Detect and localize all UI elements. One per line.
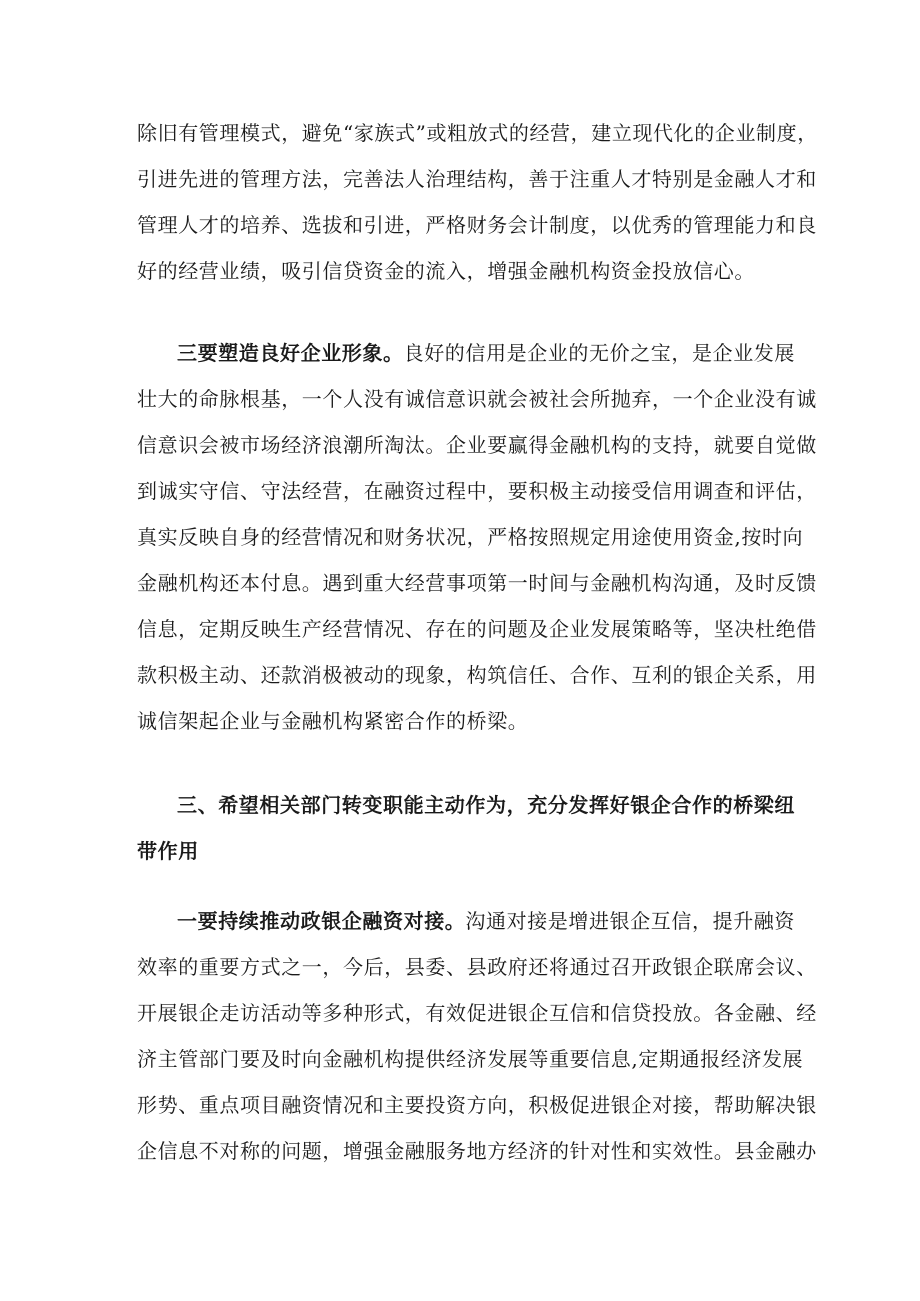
paragraph-2-first-text: 良好的信用是企业的无价之宝，是企业发展 [403, 341, 796, 365]
paragraph-1-line-3: 管理人才的培养、选拔和引进，严格财务会计制度，以优秀的管理能力和良 [137, 213, 817, 237]
paragraph-1-line-4: 好的经营业绩，吸引信贷资金的流入，增强金融机构资金投放信心。 [137, 259, 755, 283]
paragraph-2-line-5: 真实反映自身的经营情况和财务状况，严格按照规定用途使用资金,按时向 [137, 525, 804, 549]
paragraph-3-lead: 一要持续推动政银企融资对接。 [177, 909, 466, 933]
paragraph-2-line-2: 壮大的命脉根基，一个人没有诚信意识就会被社会所抛弃，一个企业没有诚 [137, 387, 817, 411]
paragraph-2-line-4: 到诚实守信、守法经营，在融资过程中，要积极主动接受信用调查和评估， [137, 479, 817, 503]
section-heading-line-1: 三、希望相关部门转变职能主动作为，充分发挥好银企合作的桥梁纽 [177, 793, 795, 817]
paragraph-1-line-2: 引进先进的管理方法，完善法人治理结构，善于注重人才特别是金融人才和 [137, 167, 817, 191]
paragraph-2-line-1 [177, 340, 795, 366]
paragraph-2-line-3: 信意识会被市场经济浪潮所淘汰。企业要赢得金融机构的支持，就要自觉做 [137, 433, 817, 457]
paragraph-1-line-1: 除旧有管理模式，避免“家族式”或粗放式的经营，建立现代化的企业制度， [137, 121, 818, 145]
paragraph-3-first-text: 沟通对接是增进银企互信，提升融资 [465, 909, 796, 933]
paragraph-2-line-7: 信息，定期反映生产经营情况、存在的问题及企业发展策略等，坚决杜绝借 [137, 617, 817, 641]
paragraph-2-lead: 三要塑造良好企业形象。 [177, 341, 404, 365]
paragraph-3-line-6: 企信息不对称的问题，增强金融服务地方经济的针对性和实效性。县金融办 [137, 1139, 817, 1163]
paragraph-2-line-9: 诚信架起企业与金融机构紧密合作的桥梁。 [137, 709, 529, 733]
paragraph-3-line-3: 开展银企走访活动等多种形式，有效促进银企互信和信贷投放。各金融、经 [137, 1001, 817, 1025]
paragraph-3-line-1 [177, 908, 795, 934]
section-heading-line-2: 带作用 [137, 839, 199, 863]
paragraph-3-line-4: 济主管部门要及时向金融机构提供经济发展等重要信息,定期通报经济发展 [137, 1047, 804, 1071]
paragraph-3-line-2: 效率的重要方式之一，今后，县委、县政府还将通过召开政银企联席会议、 [137, 955, 817, 979]
paragraph-3-line-5: 形势、重点项目融资情况和主要投资方向，积极促进银企对接，帮助解决银 [137, 1093, 817, 1117]
paragraph-2-line-8: 款积极主动、还款消极被动的现象，构筑信任、合作、互利的银企关系，用 [137, 663, 817, 687]
paragraph-2-line-6: 金融机构还本付息。遇到重大经营事项第一时间与金融机构沟通，及时反馈 [137, 571, 817, 595]
